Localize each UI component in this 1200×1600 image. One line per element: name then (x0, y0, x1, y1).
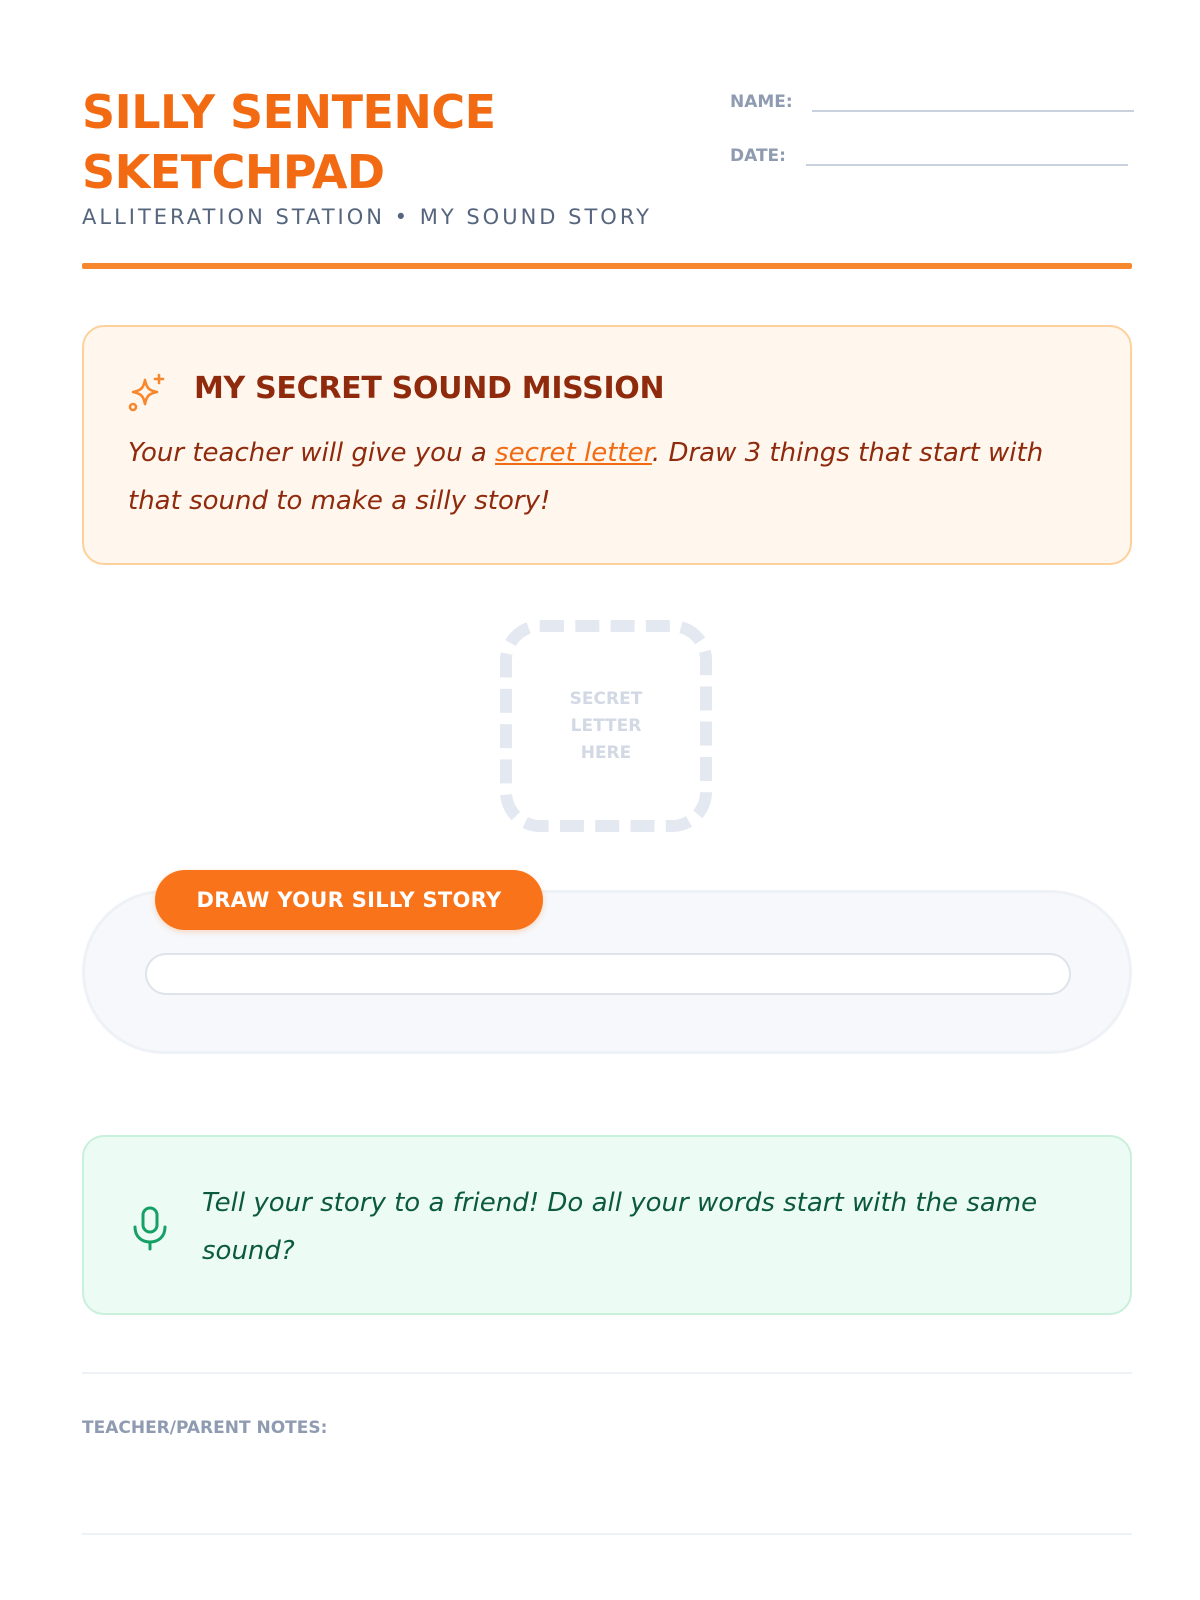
tip-card (82, 1135, 1132, 1315)
name-field[interactable] (812, 88, 1134, 112)
draw-story-tab: DRAW YOUR SILLY STORY (155, 870, 543, 930)
secret-letter-box[interactable] (500, 620, 712, 832)
header-divider (82, 263, 1132, 269)
story-caption-field[interactable] (145, 953, 1071, 995)
tip-text: Tell your story to a friend! Do all your words start with the same sound? (202, 1188, 1038, 1266)
date-row (730, 142, 1128, 166)
page-subtitle: ALLITERATION STATION • MY SOUND STORY (82, 205, 652, 229)
mission-instructions (128, 429, 1088, 525)
secret-letter-keyword: secret letter (495, 438, 652, 468)
name-label: NAME: (730, 92, 793, 112)
microphone-icon (130, 1205, 170, 1251)
date-label: DATE: (730, 146, 786, 166)
name-row (730, 88, 1134, 112)
notes-divider-top (82, 1372, 1132, 1374)
mission-text-start: Your teacher will give you a (128, 438, 496, 468)
page-title: SILLY SENTENCE SKETCHPAD (82, 85, 496, 199)
sparkles-icon (126, 371, 168, 413)
notes-divider-bottom (82, 1533, 1132, 1535)
mission-card (82, 325, 1132, 565)
worksheet-page (82, 0, 1132, 1600)
mission-title: MY SECRET SOUND MISSION (194, 371, 665, 406)
mission-text-end: . Draw 3 things that start with that sound to make a silly story! (128, 438, 1044, 516)
notes-label: TEACHER/PARENT NOTES: (82, 1418, 328, 1438)
secret-letter-placeholder: SECRET LETTER HERE (569, 688, 643, 763)
date-field[interactable] (806, 142, 1128, 166)
